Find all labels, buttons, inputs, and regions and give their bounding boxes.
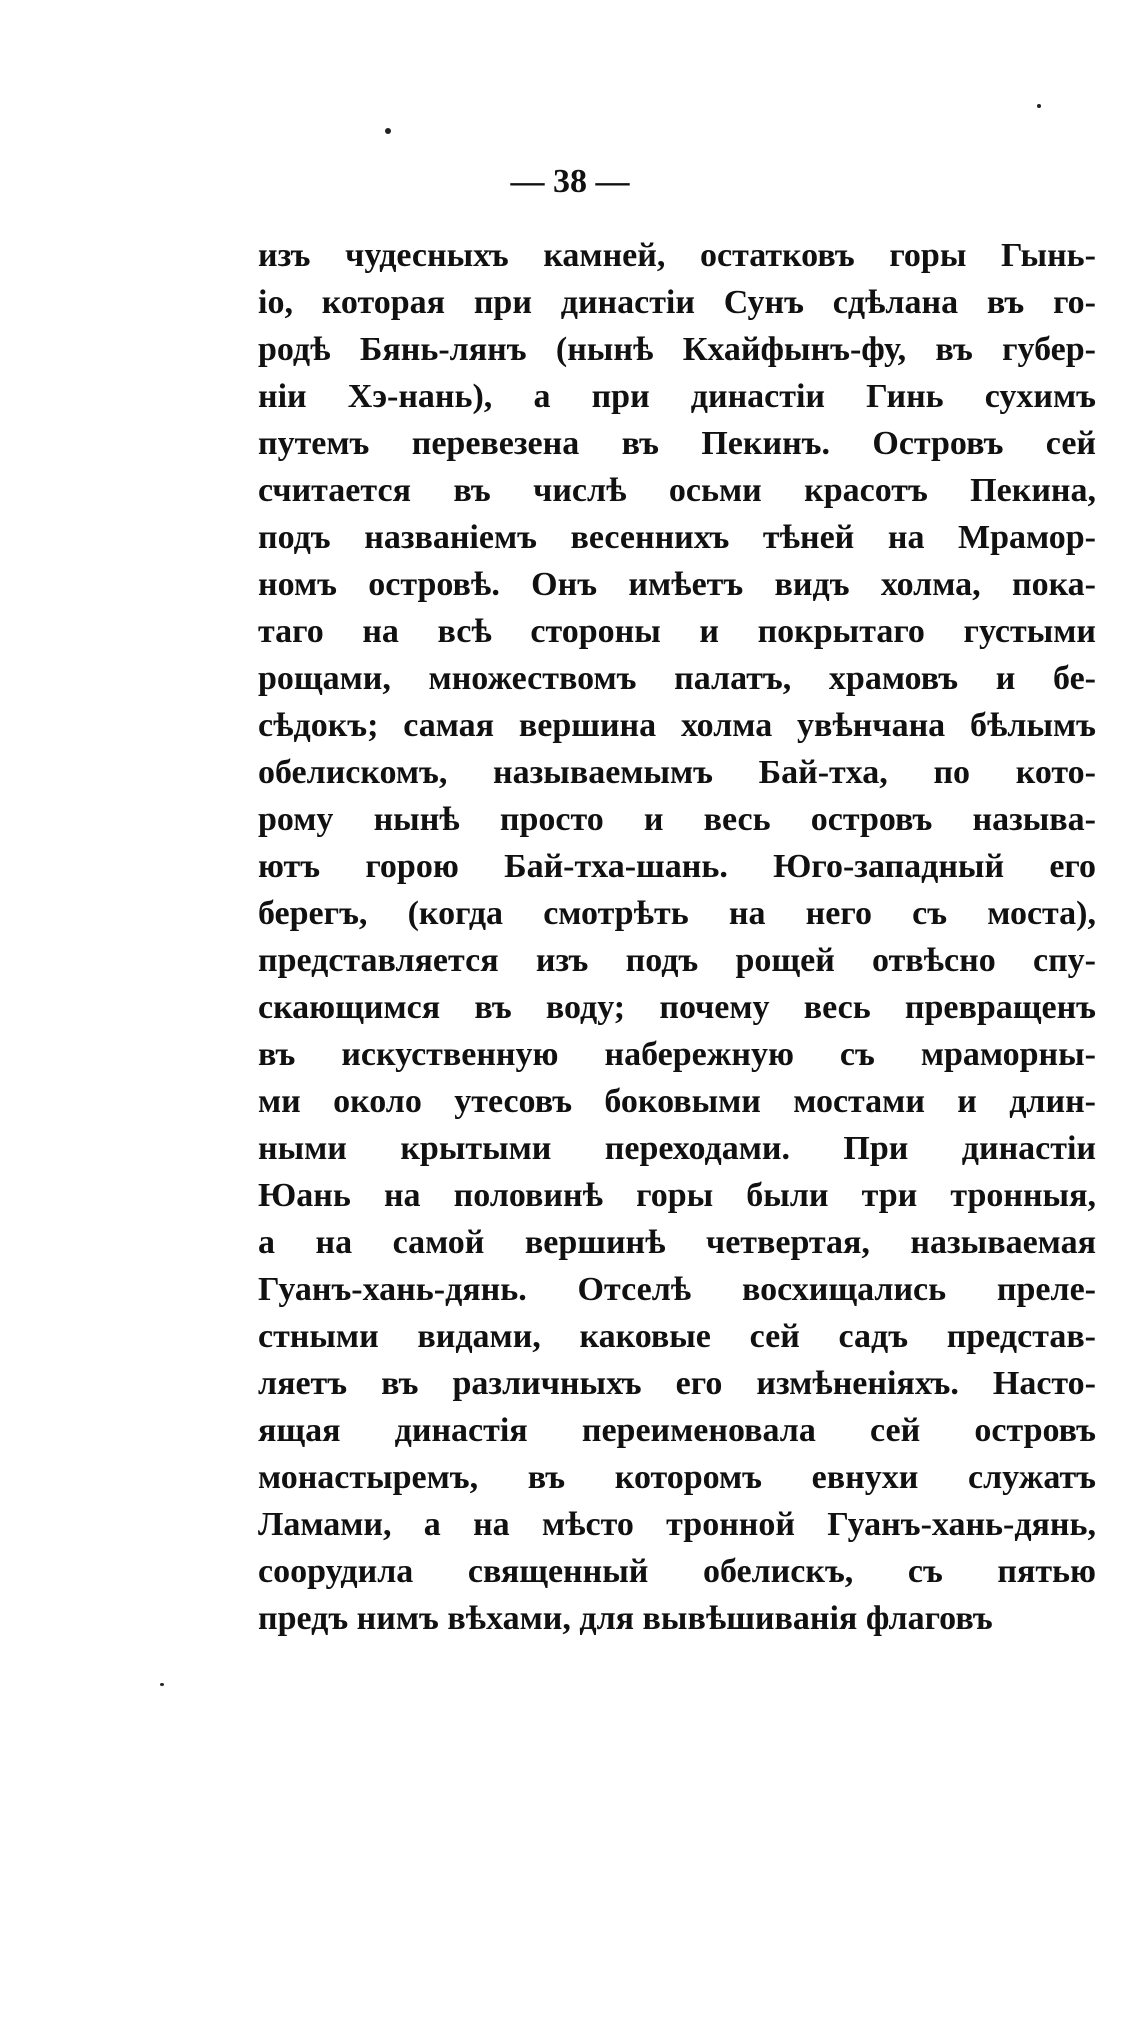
text-line: ящая династія переименовала сей островъ [258,1412,1096,1449]
text-line: іо, которая при династіи Сунъ сдѣлана въ го- [258,284,1096,321]
text-line: ютъ горою Бай-тха-шань. Юго-западный его [258,848,1096,885]
text-line: ми около утесовъ боковыми мостами и длин- [258,1083,1096,1120]
text-line: рому нынѣ просто и весь островъ называ- [258,801,1096,838]
text-line: стными видами, каковые сей садъ представ- [258,1318,1096,1355]
text-line: представляется изъ подъ рощей отвѣсно спу- [258,942,1096,979]
text-line: Гуанъ-хань-дянь. Отселѣ восхищались преле- [258,1271,1096,1308]
text-line: рощами, множествомъ палатъ, храмовъ и бе- [258,660,1096,697]
text-line: обелискомъ, называемымъ Бай-тха, по кото- [258,754,1096,791]
text-line: Ламами, а на мѣсто тронной Гуанъ-хань-дянь, [258,1506,1096,1543]
text-line: монастыремъ, въ которомъ евнухи служатъ [258,1459,1096,1496]
text-line: ляетъ въ различныхъ его измѣненіяхъ. Насто- [258,1365,1096,1402]
text-line: предъ нимъ вѣхами, для вывѣшиванія флаговъ [258,1600,993,1637]
text-line: родѣ Бянь-лянъ (нынѣ Кхайфынъ-фу, въ губер- [258,331,1096,368]
text-line: соорудила священный обелискъ, съ пятью [258,1553,1096,1590]
text-line: сѣдокъ; самая вершина холма увѣнчана бѣлымъ [258,707,1096,744]
text-line: скающимся въ воду; почему весь превращенъ [258,989,1096,1026]
text-line: Юань на половинѣ горы были три тронныя, [258,1177,1096,1214]
print-speck [385,128,391,134]
text-line: ными крытыми переходами. При династіи [258,1130,1096,1167]
text-line: таго на всѣ стороны и покрытаго густыми [258,613,1096,650]
page-number: — 38 — [510,163,630,200]
text-line: подъ названіемъ весеннихъ тѣней на Мрамор- [258,519,1096,556]
text-line: въ искуственную набережную съ мраморны- [258,1036,1096,1073]
body-text [258,232,1096,1642]
text-line: ніи Хэ-нань), а при династіи Гинь сухимъ [258,378,1096,415]
text-line: изъ чудесныхъ камней, остатковъ горы Гынь- [258,237,1096,274]
text-line: номъ островѣ. Онъ имѣетъ видъ холма, пока- [258,566,1096,603]
print-speck [1037,104,1041,108]
text-line: считается въ числѣ осьми красотъ Пекина, [258,472,1096,509]
text-line: путемъ перевезена въ Пекинъ. Островъ сей [258,425,1096,462]
print-speck [160,1683,164,1686]
text-line: а на самой вершинѣ четвертая, называемая [258,1224,1096,1261]
text-line: берегъ, (когда смотрѣть на него съ моста), [258,895,1096,932]
